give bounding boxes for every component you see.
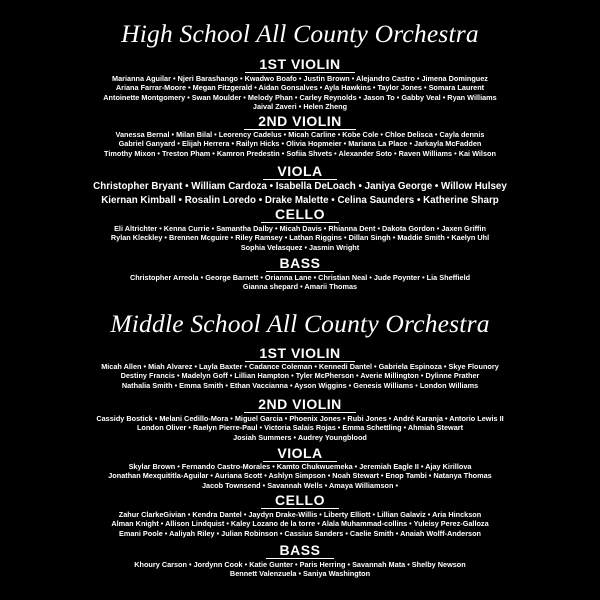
name-line: Timothy Mixon • Treston Pham • Kamron Predestin • Sofiia Shvets • Alexander Soto • Raven Williams • Kai Wilson bbox=[104, 148, 496, 158]
name-line: Kiernan Kimball • Rosalin Loredo • Drake Malette • Celina Saunders • Katherine Sharp bbox=[101, 195, 499, 206]
hs-first-violin-heading: 1ST VIOLIN bbox=[0, 57, 600, 73]
name-line: Christopher Bryant • William Cardoza • Isabella DeLoach • Janiya George • Willow Hulsey bbox=[93, 181, 507, 192]
name-line: Vanessa Bernal • Milan Bilal • Leorency Cadelus • Micah Carline • Kobe Cole • Chloe Delisca • Cayla dennis bbox=[115, 130, 485, 139]
hs-second-violin-names bbox=[30, 130, 570, 158]
name-line: Sophia Velasquez • Jasmin Wright bbox=[240, 242, 360, 252]
name-line: Alman Knight • Allison Lindquist • Kaley Lozano de la torre • Alala Muhammad-collins • Yuleisy Perez-Galloza bbox=[111, 519, 489, 529]
hs-second-violin-heading: 2ND VIOLIN bbox=[0, 114, 600, 130]
name-line: Bennett Valenzuela • Saniya Washington bbox=[229, 569, 371, 579]
name-line: Christopher Arreola • George Barnett • Orianna Lane • Christian Neal • Jude Poynter • Lia Sheffield bbox=[129, 273, 471, 282]
ms-cello-names bbox=[30, 510, 570, 538]
hs-bass-heading: BASS bbox=[0, 256, 600, 272]
ms-second-violin-names bbox=[30, 414, 570, 442]
name-line: Marianna Aguilar • Njeri Barashango • Kwadwo Boafo • Justin Brown • Alejandro Castro • Jimena Dominguez bbox=[112, 74, 488, 83]
name-line: Gianna shepard • Amarii Thomas bbox=[242, 282, 358, 292]
hs-viola-names bbox=[30, 180, 570, 208]
hs-bass-names bbox=[30, 273, 570, 292]
ms-viola-heading: VIOLA bbox=[0, 446, 600, 462]
name-line: Emani Poole • Aaliyah Riley • Julian Robinson • Cassius Sanders • Caelie Smith • Anaiah Wolff-Anderson bbox=[118, 528, 482, 538]
hs-viola-heading: VIOLA bbox=[0, 164, 600, 180]
name-line: Skylar Brown • Fernando Castro-Morales • Kamto Chukwuemeka • Jeremiah Eagle II • Ajay Kirillova bbox=[128, 462, 472, 471]
name-line: Destiny Francis • Madelyn Goff • Lillian Hampton • Tyler McPherson • Averie Millington • Dylinne Prather bbox=[120, 371, 480, 381]
name-line: Jaival Zaveri • Helen Zheng bbox=[252, 101, 348, 111]
name-line: Nathalia Smith • Emma Smith • Ethan Vaccianna • Ayson Wiggins • Genesis Williams • London Williams bbox=[121, 380, 479, 390]
ms-viola-names bbox=[30, 462, 570, 490]
name-line: Jacob Townsend • Savannah Wells • Amaya Williamson • bbox=[201, 480, 399, 490]
high-school-title: High School All County Orchestra bbox=[121, 19, 479, 48]
name-line: London Oliver • Raelyn Pierre-Paul • Victoria Salais Rojas • Emma Schettling • Ahmiah Stewart bbox=[136, 423, 464, 433]
ms-second-violin-heading: 2ND VIOLIN bbox=[0, 397, 600, 413]
name-line: Eli Altrichter • Kenna Currie • Samantha Dalby • Micah Davis • Rhianna Dent • Dakota Gordon • Jaxen Griffin bbox=[114, 224, 486, 233]
name-line: Cassidy Bostick • Melani Cedillo-Mora • Miguel Garcia • Phoenix Jones • Rubi Jones • André Karanja • Antorio Lewis II bbox=[96, 414, 504, 423]
name-line: Ariana Farrar-Moore • Megan Fitzgerald • Aidan Gonsalves • Ayla Hawkins • Taylor Jones • Somara Laurent bbox=[115, 83, 485, 93]
name-line: Gabriel Ganyard • Elijah Herrera • Railyn Hicks • Olivia Hopmeier • Mariana La Place • Jarkayla McFadden bbox=[118, 139, 482, 149]
name-line: Rylan Kleckley • Brennen Mcguire • Riley Ramsey • Lathan Riggins • Dillan Singh • Maddie Smith • Kaelyn Uhl bbox=[110, 233, 490, 243]
hs-cello-heading: CELLO bbox=[0, 207, 600, 223]
ms-bass-names bbox=[30, 560, 570, 579]
name-line: Antoinette Montgomery • Swan Moulder • Melody Phan • Carley Reynolds • Jason To • Gabby Veal • Ryan Williams bbox=[103, 92, 497, 102]
hs-first-violin-names bbox=[30, 74, 570, 111]
ms-cello-heading: CELLO bbox=[0, 493, 600, 509]
name-line: Khoury Carson • Jordynn Cook • Katie Gunter • Paris Herring • Savannah Mata • Shelby Newson bbox=[134, 560, 466, 569]
ms-first-violin-names bbox=[30, 362, 570, 390]
name-line: Micah Allen • Miah Alvarez • Layla Baxter • Cadance Coleman • Kennedi Dantel • Gabriela Espinoza • Skye Flounory bbox=[101, 362, 499, 371]
name-line: Zahur ClarkeGivian • Kendra Dantel • Jaydyn Drake-Willis • Liberty Elliott • Lillian Galaviz • Aria Hinckson bbox=[118, 510, 482, 519]
name-line: Jonathan Mexquititla-Aguilar • Auriana Scott • Ashlyn Simpson • Noah Stewart • Enop Tambi • Natanya Thomas bbox=[108, 471, 492, 481]
ms-first-violin-heading: 1ST VIOLIN bbox=[0, 346, 600, 362]
ms-bass-heading: BASS bbox=[0, 543, 600, 559]
middle-school-title: Middle School All County Orchestra bbox=[110, 309, 490, 338]
name-line: Josiah Summers • Audrey Youngblood bbox=[233, 432, 367, 442]
hs-cello-names bbox=[30, 224, 570, 252]
